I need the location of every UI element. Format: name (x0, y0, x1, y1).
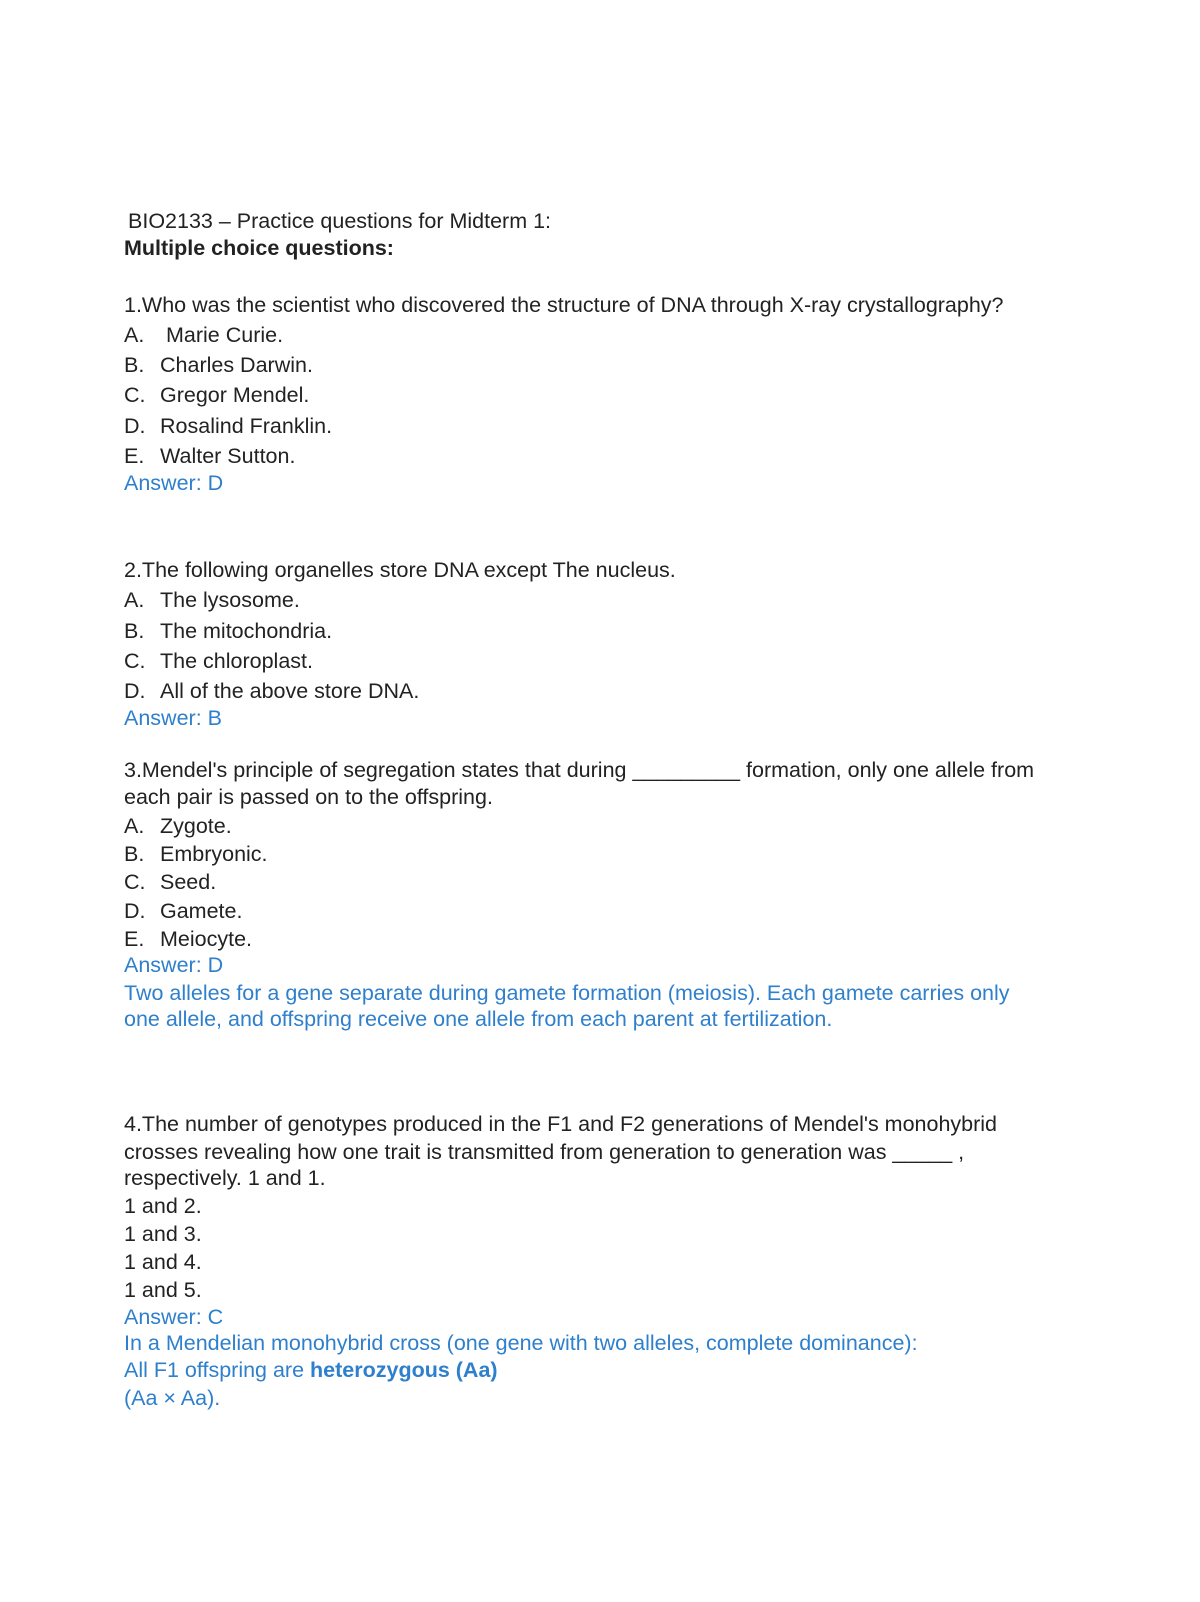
question-4-stem-line-3: respectively. 1 and 1. (124, 1166, 326, 1190)
option-text: Embryonic. (160, 842, 268, 866)
option-letter: A. (124, 588, 145, 612)
option-letter: D. (124, 679, 146, 703)
question-3-answer: Answer: D (124, 953, 224, 977)
option-letter: B. (124, 353, 145, 377)
option-text: Rosalind Franklin. (160, 414, 333, 438)
option-letter: D. (124, 414, 146, 438)
question-1-stem: 1.Who was the scientist who discovered the structure of DNA through X-ray crystallography? (124, 293, 1004, 317)
question-3-option-c (124, 869, 216, 895)
question-3-stem-line-2: each pair is passed on to the offspring. (124, 785, 493, 809)
question-4-explanation-line-2 (124, 1357, 498, 1383)
option-letter: A. (124, 814, 145, 838)
document-title: BIO2133 – Practice questions for Midterm 1: (128, 209, 552, 233)
option-letter: B. (124, 619, 145, 643)
question-1-option-b (124, 352, 313, 378)
question-4-stem-line-1: 4.The number of genotypes produced in the F1 and F2 generations of Mendel's monohybrid (124, 1112, 998, 1136)
question-3-stem-line-1: 3.Mendel's principle of segregation states that during _________ formation, only one allele from (124, 758, 1035, 782)
option-letter: C. (124, 649, 146, 673)
question-4-option-3: 1 and 4. (124, 1250, 202, 1274)
option-text: Seed. (160, 870, 217, 894)
question-4-option-4: 1 and 5. (124, 1278, 202, 1302)
question-1-option-d (124, 413, 332, 439)
question-2-answer: Answer: B (124, 706, 222, 730)
question-2-stem: 2.The following organelles store DNA except The nucleus. (124, 558, 676, 582)
option-text: The chloroplast. (160, 649, 313, 673)
option-text: The mitochondria. (160, 619, 333, 643)
question-4-option-1: 1 and 2. (124, 1194, 202, 1218)
option-letter: C. (124, 870, 146, 894)
option-letter: C. (124, 383, 146, 407)
question-2-option-b (124, 618, 332, 644)
option-text: Gregor Mendel. (160, 383, 310, 407)
question-4-explanation-line-1: In a Mendelian monohybrid cross (one gene with two alleles, complete dominance): (124, 1331, 918, 1355)
option-text: Meiocyte. (160, 927, 253, 951)
question-2-option-d (124, 678, 419, 704)
option-text: Walter Sutton. (160, 444, 296, 468)
explanation-emphasis: heterozygous (Aa) (310, 1358, 498, 1382)
question-3-option-b (124, 841, 268, 867)
question-3-option-e (124, 926, 252, 952)
option-text: All of the above store DNA. (160, 679, 420, 703)
question-2-option-c (124, 648, 313, 674)
option-text: Gamete. (160, 899, 243, 923)
option-letter: B. (124, 842, 145, 866)
option-text: The lysosome. (160, 588, 300, 612)
question-4-explanation-line-3: (Aa × Aa). (124, 1386, 221, 1410)
question-4-stem-line-2: crosses revealing how one trait is transmitted from generation to generation was _____ , (124, 1140, 965, 1164)
question-4-option-2: 1 and 3. (124, 1222, 202, 1246)
question-3-option-a (124, 813, 232, 839)
option-text: Charles Darwin. (160, 353, 313, 377)
option-letter: E. (124, 444, 145, 468)
explanation-text: All F1 offspring are (124, 1358, 311, 1382)
question-4-answer: Answer: C (124, 1305, 224, 1329)
question-1-option-a (124, 322, 283, 348)
question-1-option-c (124, 382, 309, 408)
question-1-answer: Answer: D (124, 471, 224, 495)
option-letter: A. (124, 323, 145, 347)
option-letter: D. (124, 899, 146, 923)
question-3-explanation-line-1: Two alleles for a gene separate during gamete formation (meiosis). Each gamete carries only (124, 981, 1010, 1005)
option-text: Zygote. (160, 814, 232, 838)
question-3-option-d (124, 898, 242, 924)
option-text: Marie Curie. (166, 323, 284, 347)
option-letter: E. (124, 927, 145, 951)
question-3-explanation-line-2: one allele, and offspring receive one allele from each parent at fertilization. (124, 1007, 833, 1031)
section-heading: Multiple choice questions: (124, 236, 394, 260)
question-1-option-e (124, 443, 295, 469)
question-2-option-a (124, 587, 300, 613)
